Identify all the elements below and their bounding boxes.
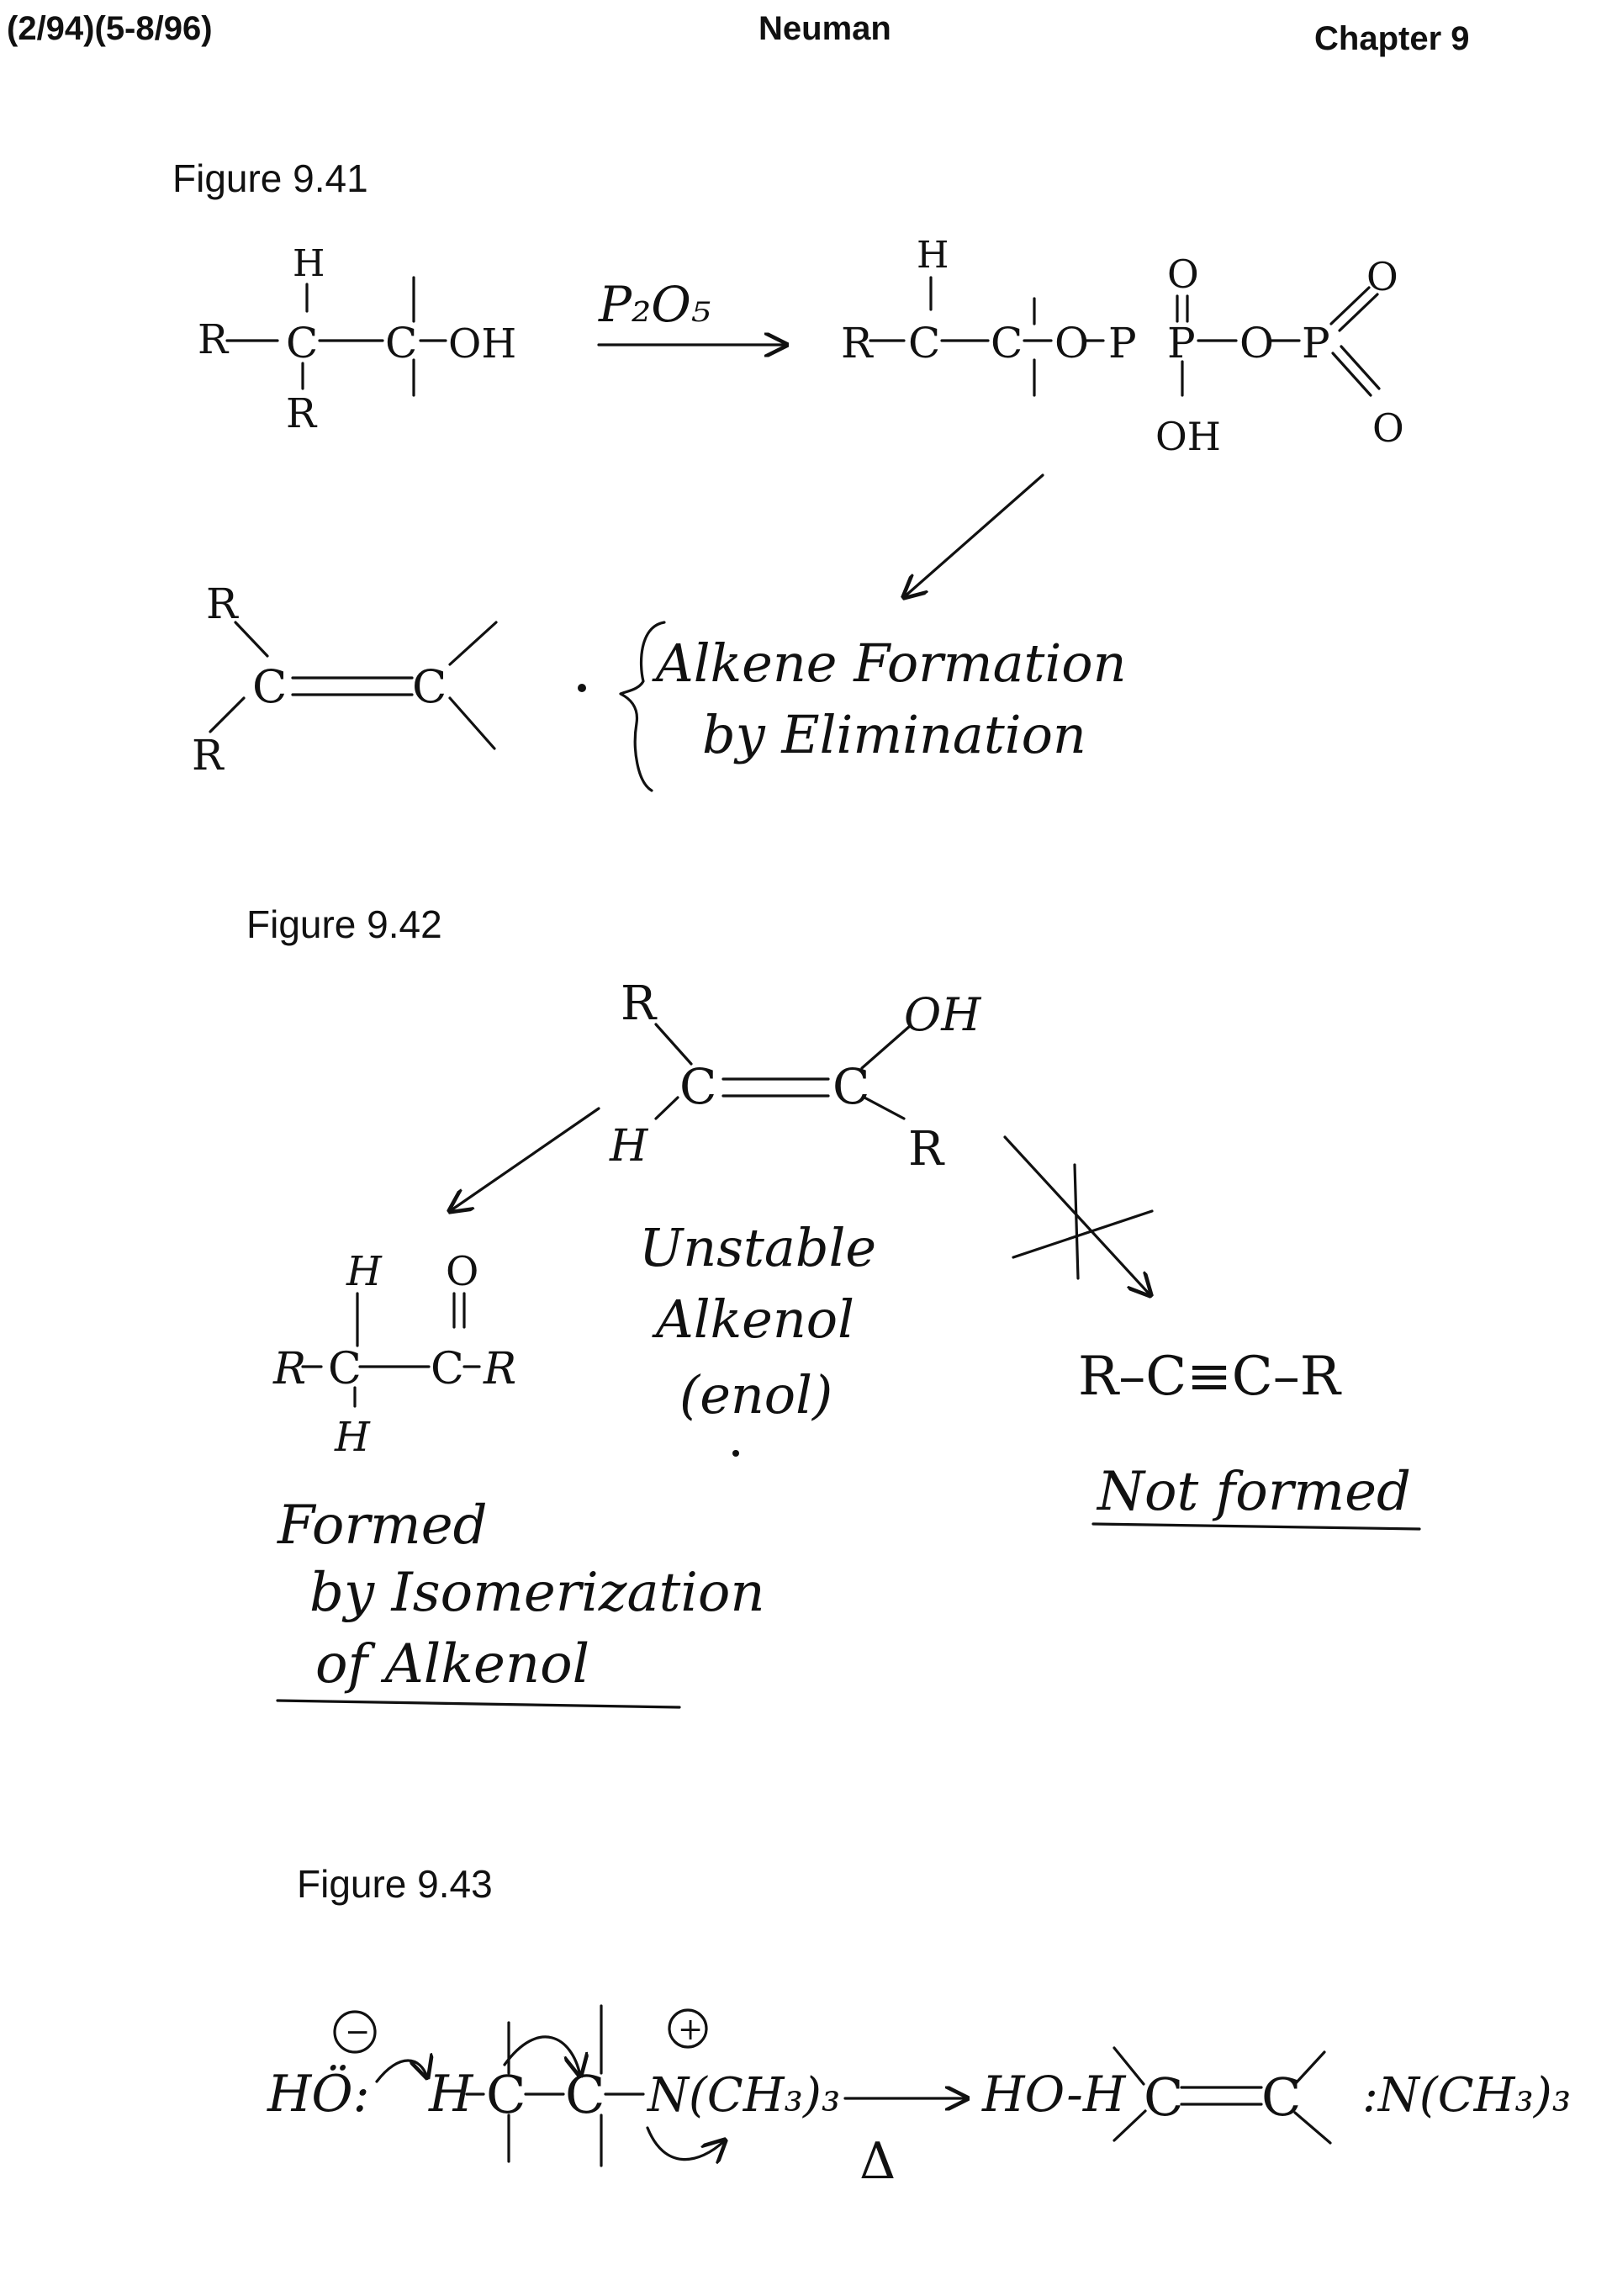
phosphate-ester-structure: [841, 234, 1404, 459]
alkyne-structure: R–C≡C–R: [1078, 1346, 1340, 1408]
atom-o: O: [446, 1248, 479, 1295]
atom-c: C: [431, 1344, 464, 1394]
atom-h: H: [293, 242, 325, 285]
formed-label-line2: by Isomerization: [309, 1562, 765, 1624]
atom-r: R: [621, 976, 657, 1031]
water-product: HO-H: [982, 2066, 1126, 2123]
atom-r: R: [908, 1122, 944, 1177]
atom-o: O: [1239, 319, 1274, 368]
ketone-structure: [272, 1248, 516, 1461]
enol-structure: [609, 976, 981, 1177]
enol-label-line3: (enol): [679, 1364, 833, 1426]
atom-oh: OH: [448, 320, 517, 368]
atom-h: H: [429, 2065, 473, 2124]
atom-r: R: [206, 579, 238, 628]
curved-arrow-base: [377, 2061, 427, 2082]
atom-r: R: [192, 731, 224, 780]
atom-c: C: [679, 1058, 717, 1115]
atom-c: C: [991, 319, 1023, 368]
hydroxide: HÖ:: [267, 2065, 370, 2124]
atom-c: C: [908, 319, 941, 368]
atom-c: C: [486, 2064, 526, 2125]
atom-o: O: [1054, 319, 1089, 368]
header-chapter: Chapter 9: [1314, 20, 1470, 57]
header-author: Neuman: [758, 10, 891, 47]
not-formed-label: Not formed: [1097, 1461, 1411, 1523]
alcohol-structure: [198, 242, 516, 437]
atom-c: C: [1144, 2066, 1184, 2128]
figure-9-43: [267, 2006, 1571, 2191]
trimethylamine-product: :N(CH₃)₃: [1362, 2068, 1572, 2123]
isomerization-arrow: [450, 1108, 599, 1211]
atom-h: H: [335, 1414, 370, 1461]
cross-mark: [1013, 1211, 1152, 1257]
atom-c: C: [565, 2064, 605, 2125]
plus-sign: +: [678, 2013, 704, 2047]
elimination-arrow: [904, 475, 1043, 597]
figure-9-42: [272, 976, 1419, 1707]
note-line2: by Elimination: [702, 704, 1086, 765]
curved-arrow-leaving: [647, 2128, 725, 2160]
atom-c: C: [412, 660, 447, 713]
alkene-product: [1114, 2048, 1330, 2143]
alkene-structure: [192, 579, 586, 780]
reagent-p2o5: P₂O₅: [599, 276, 711, 333]
atom-p: P: [1302, 319, 1330, 368]
atom-c: C: [328, 1344, 362, 1394]
atom-c: C: [832, 1058, 870, 1115]
note-line1: Alkene Formation: [656, 632, 1127, 694]
figure-9-41: [192, 234, 1404, 791]
atom-h: H: [917, 234, 949, 277]
trimethylammonium-group: N(CH₃)₃: [647, 2068, 841, 2123]
cross-mark: [1075, 1165, 1078, 1278]
atom-r: R: [841, 319, 873, 368]
enol-label-line2: Alkenol: [656, 1288, 854, 1350]
atom-oh: OH: [1155, 414, 1221, 459]
atom-o: O: [1167, 251, 1199, 297]
atom-c: C: [1261, 2066, 1302, 2128]
figure-9-43-label: Figure 9.43: [297, 1862, 493, 1906]
atom-h: H: [610, 1121, 648, 1172]
atom-c: C: [252, 660, 288, 713]
atom-p: P: [1167, 319, 1196, 368]
atom-r: R: [273, 1344, 307, 1394]
enol-label-line1: Unstable: [639, 1217, 877, 1278]
formed-label-line3: of Alkenol: [315, 1633, 590, 1696]
heat-symbol: Δ: [859, 2132, 896, 2191]
atom-r: R: [198, 316, 229, 363]
atom-o: O: [1372, 405, 1404, 451]
atom-r: R: [286, 390, 317, 437]
formed-label-line1: Formed: [277, 1495, 488, 1557]
atom-oh: OH: [904, 988, 981, 1041]
atom-p: P: [1108, 319, 1137, 368]
header-dates: (2/94)(5-8/96): [7, 10, 213, 47]
figure-9-41-label: Figure 9.41: [172, 156, 368, 200]
figure-9-42-label: Figure 9.42: [246, 902, 442, 946]
atom-o: O: [1366, 254, 1398, 299]
atom-h: H: [346, 1248, 382, 1295]
atom-c: C: [286, 319, 319, 368]
atom-c: C: [385, 319, 418, 368]
atom-r: R: [484, 1344, 517, 1394]
minus-sign: −: [345, 2015, 371, 2050]
